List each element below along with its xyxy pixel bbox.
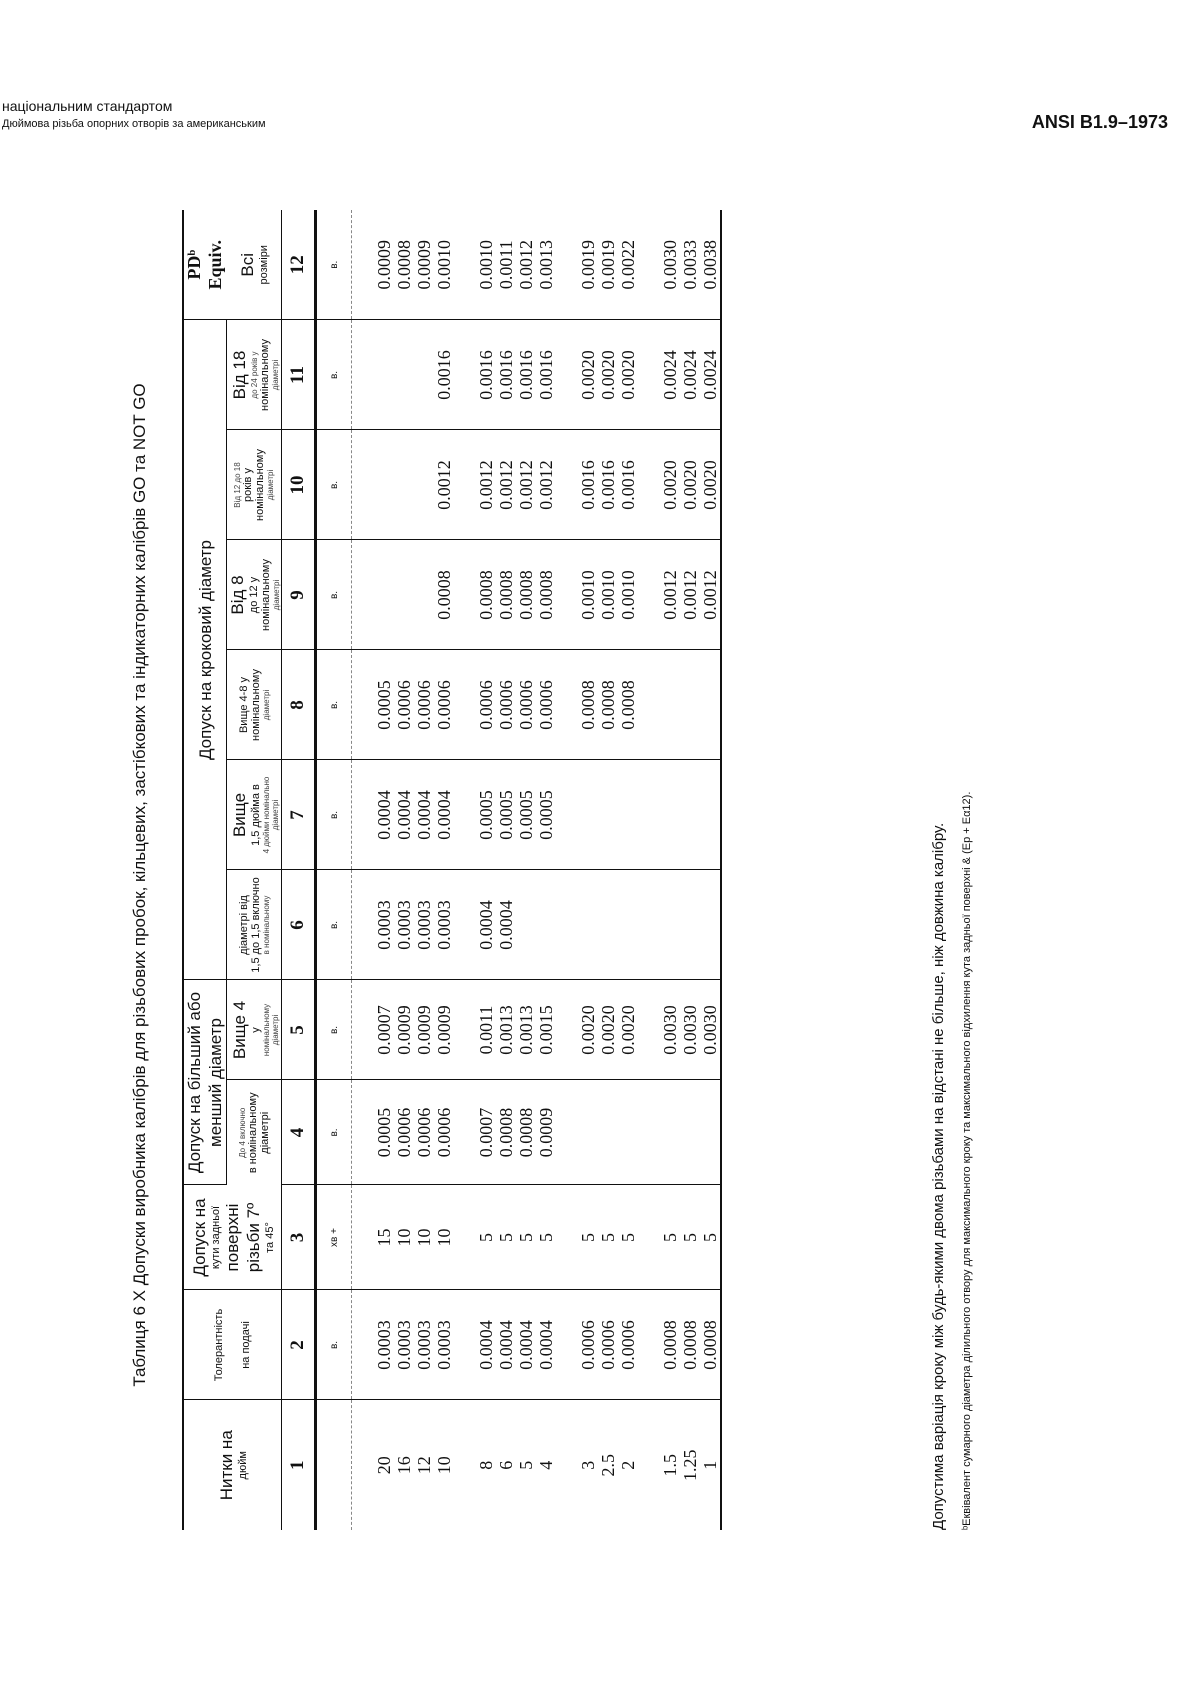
- table-cell: 0.0012: [660, 540, 680, 650]
- table-cell: 0.0004: [476, 870, 496, 980]
- table-cell: 0.0012: [516, 210, 536, 320]
- table-cell: [680, 760, 700, 870]
- column-number: 10: [282, 430, 316, 540]
- col7-header: Вище 1,5 дюйма в 4 дюйми номінально діаметрі: [227, 760, 282, 870]
- table-cell: 10: [394, 1185, 414, 1290]
- standard-number: ANSI B1.9–1973: [1031, 112, 1168, 132]
- table-cell: 5: [496, 1185, 516, 1290]
- table-cell: 0.0006: [394, 650, 414, 760]
- table-cell: 0.0012: [516, 430, 536, 540]
- rotated-table-page: [130, 200, 1030, 1570]
- table-cell: 0.0004: [516, 1290, 536, 1400]
- table-cell: 0.0006: [414, 650, 434, 760]
- col3-header: Допуск на кути задньої поверхні різьби 7º та 45°: [183, 1185, 282, 1290]
- table-cell: 0.0003: [434, 1290, 454, 1400]
- unit-label: в.: [316, 320, 352, 430]
- table-cell: 0.0024: [700, 320, 721, 430]
- table-cell: [578, 870, 598, 980]
- table-cell: 0.0010: [598, 540, 618, 650]
- table-cell: 0.0030: [700, 980, 721, 1080]
- table-cell: 0.0008: [496, 540, 516, 650]
- table-cell: 0.0006: [496, 650, 516, 760]
- table-cell: [598, 1080, 618, 1185]
- table-cell: 0.0011: [496, 210, 516, 320]
- table-cell: [414, 320, 434, 430]
- table-cell: 0.0008: [516, 1080, 536, 1185]
- table-cell: 5: [618, 1185, 638, 1290]
- table-cell: 0.0013: [496, 980, 516, 1080]
- table-cell: 0.0016: [598, 430, 618, 540]
- table-cell: [618, 1080, 638, 1185]
- table-cell: 10: [434, 1185, 454, 1290]
- table-head: [183, 210, 352, 1530]
- table-cell: 0.0004: [434, 760, 454, 870]
- table-cell: 5: [660, 1185, 680, 1290]
- table-body: [352, 210, 722, 1530]
- table-cell: 0.0006: [618, 1290, 638, 1400]
- column-number: 2: [282, 1290, 316, 1400]
- col11-header: Від 18 до 24 років у номінальному діаметрі: [227, 320, 282, 430]
- table-cell: 2.5: [598, 1454, 618, 1477]
- table-cell: 12: [414, 1456, 434, 1475]
- table-cell: 0.0003: [394, 870, 414, 980]
- table-cell: 0.0012: [536, 430, 556, 540]
- table-cell: 0.0020: [618, 980, 638, 1080]
- table-cell: 10: [434, 1456, 454, 1475]
- table-cell: [374, 430, 394, 540]
- table-cell: 0.0006: [536, 650, 556, 760]
- table-row: [476, 210, 496, 1530]
- table-row: [374, 210, 394, 1530]
- table-row: [434, 210, 454, 1530]
- table-cell: 0.0009: [374, 210, 394, 320]
- col1-header: Нитки на дюйм: [183, 1400, 282, 1530]
- col12-top-header: PDᵇ Equiv.: [183, 210, 227, 320]
- table-cell: [536, 870, 556, 980]
- pitch-group-header: Допуск на кроковий діаметр: [183, 320, 227, 980]
- table-cell: 0.0012: [496, 430, 516, 540]
- table-cell: 0.0005: [476, 760, 496, 870]
- table-cell: [680, 650, 700, 760]
- column-number: 3: [282, 1185, 316, 1290]
- table-cell: 6: [496, 1460, 516, 1470]
- table-cell: [414, 430, 434, 540]
- table-cell: 0.0020: [598, 980, 618, 1080]
- unit-label: хв +: [316, 1185, 352, 1290]
- table-cell: 0.0016: [618, 430, 638, 540]
- table-cell: 2: [618, 1460, 638, 1470]
- table-cell: 0.0004: [394, 760, 414, 870]
- table-row: [516, 210, 536, 1530]
- table-cell: 0.0020: [578, 320, 598, 430]
- table-cell: [374, 540, 394, 650]
- table-cell: [578, 760, 598, 870]
- column-number: 12: [282, 210, 316, 320]
- column-number: 6: [282, 870, 316, 980]
- group-spacer: [638, 210, 660, 1530]
- table-cell: 0.0020: [660, 430, 680, 540]
- header-standard-line: національним стандартом: [2, 98, 173, 114]
- table-cell: 0.0019: [578, 210, 598, 320]
- table-cell: 16: [394, 1456, 414, 1475]
- table-cell: 5: [598, 1185, 618, 1290]
- table-cell: 0.0004: [496, 870, 516, 980]
- table-row: [394, 210, 414, 1530]
- table-cell: [700, 870, 721, 980]
- table-cell: 0.0006: [434, 650, 454, 760]
- table-cell: [414, 540, 434, 650]
- column-number: 4: [282, 1080, 316, 1185]
- table-cell: 0.0009: [394, 980, 414, 1080]
- table-cell: 5: [536, 1185, 556, 1290]
- table-cell: 0.0033: [680, 210, 700, 320]
- table-cell: 0.0005: [374, 1080, 394, 1185]
- table-row: [578, 210, 598, 1530]
- table-cell: 0.0010: [434, 210, 454, 320]
- table-cell: 0.0010: [476, 210, 496, 320]
- col6-header: діаметрі від 1,5 до 1,5 включно в номінальному: [227, 870, 282, 980]
- table-cell: 0.0007: [374, 980, 394, 1080]
- column-number: 8: [282, 650, 316, 760]
- col12-header: Всі розміри: [227, 210, 282, 320]
- unit-label: в.: [316, 870, 352, 980]
- table-cell: 20: [374, 1456, 394, 1475]
- table-cell: 0.0005: [496, 760, 516, 870]
- table-cell: 10: [414, 1185, 434, 1290]
- table-cell: 0.0006: [414, 1080, 434, 1185]
- table-cell: 0.0003: [374, 870, 394, 980]
- table-cell: 0.0012: [700, 540, 721, 650]
- table-cell: 0.0004: [476, 1290, 496, 1400]
- table-cell: 0.0005: [374, 650, 394, 760]
- table-cell: 0.0038: [700, 210, 721, 320]
- footnote-pd-equivalent: ᵇЕквівалент сумарного діаметра ділильного отвору для максимального кроку та максимального відхилення кута задньої поверхні & (Ep + Eα12).: [961, 791, 973, 1530]
- table-cell: [700, 760, 721, 870]
- col8-header: Вище 4-8 у номінальному діаметрі: [227, 650, 282, 760]
- table-cell: 0.0030: [660, 980, 680, 1080]
- table-cell: 0.0013: [536, 210, 556, 320]
- unit-label: [316, 1400, 352, 1530]
- table-cell: 5: [516, 1185, 536, 1290]
- table-cell: 0.0004: [496, 1290, 516, 1400]
- col4-header: До 4 включно в номінальному діаметрі: [237, 1092, 271, 1174]
- table-cell: 0.0006: [578, 1290, 598, 1400]
- column-number: 11: [282, 320, 316, 430]
- table-cell: 0.0008: [496, 1080, 516, 1185]
- table-cell: 0.0016: [434, 320, 454, 430]
- table-caption: Таблиця 6 X Допуски виробника калібрів для різьбових пробок, кільцевих, застібкових та індикаторних калібрів GO та NOT GO: [130, 383, 149, 1387]
- table-row: [414, 210, 434, 1530]
- table-cell: 0.0012: [434, 430, 454, 540]
- table-cell: 0.0008: [598, 650, 618, 760]
- table-cell: [394, 320, 414, 430]
- table-cell: 0.0015: [536, 980, 556, 1080]
- col5-header: Вище 4 у номінальному діаметрі: [227, 980, 282, 1080]
- unit-label: в.: [316, 1080, 352, 1185]
- table-cell: 0.0006: [394, 1080, 414, 1185]
- table-cell: 4: [536, 1460, 556, 1470]
- table-cell: 0.0009: [536, 1080, 556, 1185]
- table-cell: 0.0006: [516, 650, 536, 760]
- table-cell: 0.0008: [578, 650, 598, 760]
- table-row: [700, 210, 721, 1530]
- table-cell: 0.0011: [476, 980, 496, 1080]
- table-cell: [700, 650, 721, 760]
- unit-label: в.: [316, 760, 352, 870]
- table-cell: [516, 870, 536, 980]
- table-cell: [680, 1080, 700, 1185]
- table-cell: 0.0003: [434, 870, 454, 980]
- table-cell: 0.0004: [414, 760, 434, 870]
- table-cell: 0.0016: [536, 320, 556, 430]
- table-cell: 0.0013: [516, 980, 536, 1080]
- table-cell: [394, 540, 414, 650]
- column-number: 9: [282, 540, 316, 650]
- table-cell: 1: [700, 1400, 721, 1530]
- table-cell: 3: [578, 1460, 598, 1470]
- table-cell: 15: [374, 1185, 394, 1290]
- group-spacer: [454, 210, 476, 1530]
- table-cell: 0.0006: [598, 1290, 618, 1400]
- table-cell: 0.0009: [434, 980, 454, 1080]
- table-cell: 0.0008: [700, 1290, 721, 1400]
- table-cell: 0.0012: [476, 430, 496, 540]
- table-row: [536, 210, 556, 1530]
- table-cell: 0.0020: [680, 430, 700, 540]
- header-title-line: Дюймова різьба опорних отворів за американським: [2, 118, 266, 130]
- table-cell: [660, 650, 680, 760]
- table-row: [660, 210, 680, 1530]
- table-cell: 5: [680, 1185, 700, 1290]
- col2-header: Толерантність на подачі: [183, 1290, 282, 1400]
- table-cell: 0.0007: [476, 1080, 496, 1185]
- table-cell: [618, 760, 638, 870]
- table-row: [618, 210, 638, 1530]
- table-cell: 1.25: [680, 1449, 700, 1481]
- unit-label: в.: [316, 540, 352, 650]
- table-cell: 0.0020: [578, 980, 598, 1080]
- table-cell: 0.0020: [598, 320, 618, 430]
- table-cell: 0.0008: [618, 650, 638, 760]
- unit-label: в.: [316, 430, 352, 540]
- table-cell: 0.0003: [414, 1290, 434, 1400]
- table-cell: 0.0016: [516, 320, 536, 430]
- table-cell: 5: [476, 1185, 496, 1290]
- table-row: [496, 210, 516, 1530]
- tolerance-table: [182, 210, 722, 1530]
- table-cell: 0.0004: [374, 760, 394, 870]
- table-cell: 0.0008: [660, 1290, 680, 1400]
- table-cell: 0.0008: [680, 1290, 700, 1400]
- table-cell: [618, 870, 638, 980]
- table-cell: 0.0016: [578, 430, 598, 540]
- column-number-row: [282, 210, 316, 1530]
- table-cell: 0.0010: [578, 540, 598, 650]
- table-cell: 5: [578, 1185, 598, 1290]
- table-cell: [394, 430, 414, 540]
- unit-label: в.: [316, 980, 352, 1080]
- footnotes: [930, 792, 973, 1530]
- table-cell: 0.0006: [476, 650, 496, 760]
- table-cell: [578, 1080, 598, 1185]
- unit-label: в.: [316, 1290, 352, 1400]
- group-spacer: [556, 210, 578, 1530]
- table-cell: 5: [516, 1460, 536, 1470]
- col9-header: Від 8 до 12 у номінальному діаметрі: [227, 540, 282, 650]
- table-cell: [374, 320, 394, 430]
- table-cell: 0.0008: [536, 540, 556, 650]
- table-row: [598, 210, 618, 1530]
- table-cell: [598, 870, 618, 980]
- table-cell: 0.0016: [476, 320, 496, 430]
- table-cell: 0.0016: [496, 320, 516, 430]
- header-row-groups: [183, 210, 227, 1530]
- table-row: [680, 210, 700, 1530]
- table-cell: 0.0008: [394, 210, 414, 320]
- table-cell: 0.0003: [394, 1290, 414, 1400]
- table-cell: 0.0012: [680, 540, 700, 650]
- table-cell: 0.0008: [434, 540, 454, 650]
- table-cell: 0.0024: [660, 320, 680, 430]
- major-minor-group-header: Допуск на більший або менший діаметр: [183, 980, 227, 1185]
- table-cell: 0.0030: [660, 210, 680, 320]
- table-cell: [660, 760, 680, 870]
- table-cell: 0.0022: [618, 210, 638, 320]
- table-cell: [700, 1080, 721, 1185]
- table-cell: [598, 760, 618, 870]
- running-header-left: [2, 98, 266, 130]
- table-cell: 0.0030: [680, 980, 700, 1080]
- table-cell: 1.5: [660, 1454, 680, 1477]
- table-cell: 0.0003: [414, 870, 434, 980]
- table-cell: 0.0003: [374, 1290, 394, 1400]
- table-cell: 0.0024: [680, 320, 700, 430]
- group-spacer: [352, 210, 375, 1530]
- table-cell: [660, 1080, 680, 1185]
- table-cell: 0.0005: [516, 760, 536, 870]
- column-number: 7: [282, 760, 316, 870]
- unit-label: в.: [316, 650, 352, 760]
- table-cell: 0.0019: [598, 210, 618, 320]
- column-number: 5: [282, 980, 316, 1080]
- column-number: 1: [282, 1400, 316, 1530]
- table-cell: 0.0020: [618, 320, 638, 430]
- table-cell: 0.0009: [414, 980, 434, 1080]
- table-cell: 0.0008: [516, 540, 536, 650]
- table-cell: 5: [700, 1185, 721, 1290]
- table-cell: 8: [476, 1460, 496, 1470]
- table-cell: [660, 870, 680, 980]
- col10-header: Від 12 до 18 років у номінальному діаметрі: [227, 430, 282, 540]
- table-cell: 0.0005: [536, 760, 556, 870]
- table-cell: 0.0020: [700, 430, 721, 540]
- table-cell: [680, 870, 700, 980]
- table-cell: 0.0009: [414, 210, 434, 320]
- table-cell: 0.0008: [476, 540, 496, 650]
- units-row: [316, 210, 352, 1530]
- table-cell: 0.0004: [536, 1290, 556, 1400]
- table-cell: 0.0010: [618, 540, 638, 650]
- unit-label: в.: [316, 210, 352, 320]
- table-cell: 0.0006: [434, 1080, 454, 1185]
- footnote-pitch-variation: Допустима варіація кроку між будь-якими двома різьбами на відстані не більше, ніж довжина калібру.: [930, 822, 947, 1530]
